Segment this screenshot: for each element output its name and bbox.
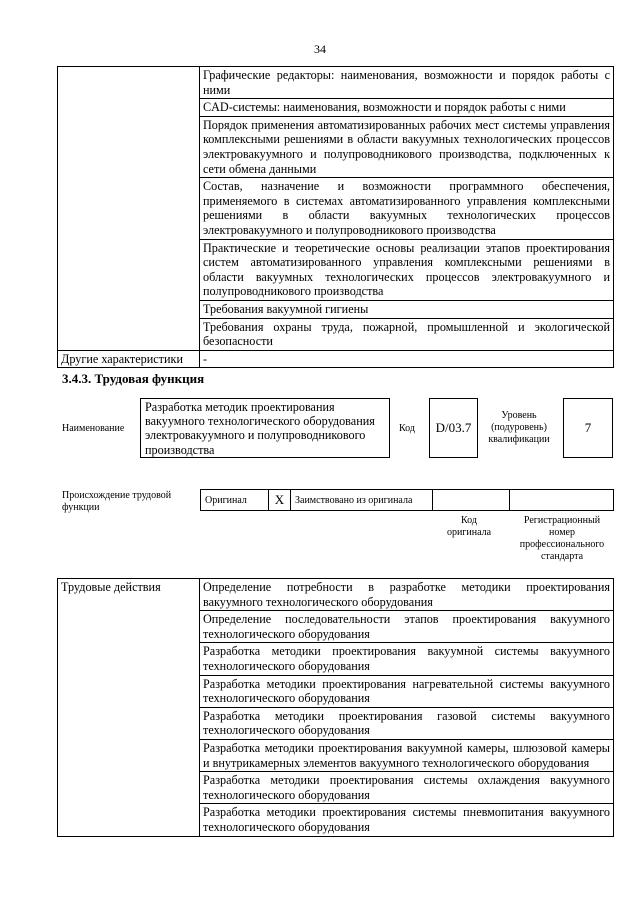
table-row <box>58 579 614 611</box>
labor-actions-label: Трудовые действия <box>58 579 200 837</box>
code-original-cell <box>433 490 510 511</box>
page-number: 34 <box>314 42 326 56</box>
level-label: Уровень (подуровень) квалификации <box>488 410 550 445</box>
code-label: Код <box>399 423 415 434</box>
labor-action-item: Разработка методики проектирования газовой системы вакуумного технологического оборудования <box>200 707 614 739</box>
table-row <box>58 67 614 99</box>
section-title: 3.4.3. Трудовая функция <box>62 371 205 386</box>
origin-table <box>200 489 614 511</box>
knowledge-item: Практические и теоретические основы реализации этапов проектирования систем автоматизированного управления комплексными решениями в области вакуумных технологических процессов электровакуумного и полупроводникового производства <box>200 239 614 300</box>
origin-label: Происхождение трудовой функции <box>62 490 172 513</box>
labor-actions-table <box>57 578 614 837</box>
borrowed-label: Заимствовано из оригинала <box>291 490 433 511</box>
labor-action-item: Разработка методики проектирования вакуумной системы вакуумного технологического оборудования <box>200 643 614 675</box>
code-value: D/03.7 <box>429 398 478 458</box>
labor-action-item: Разработка методики проектирования системы пневмопитания вакуумного технологического оборудования <box>200 804 614 836</box>
other-characteristics-label: Другие характеристики <box>58 350 200 368</box>
labor-action-item: Разработка методики проектирования системы охлаждения вакуумного технологического оборудования <box>200 772 614 804</box>
level-value: 7 <box>563 398 613 458</box>
knowledge-table <box>57 66 614 368</box>
knowledge-item: CAD-системы: наименования, возможности и порядок работы с ними <box>200 99 614 117</box>
function-name-value: Разработка методик проектирования вакуумного технологического оборудования электровакуумного и полупроводникового производства <box>140 398 390 458</box>
knowledge-item: Состав, назначение и возможности программного обеспечения, применяемого в системах автоматизированного управления комплексными решениями в области вакуумных технологических процессов электровакуумного и полупроводникового производства <box>200 178 614 239</box>
reg-number-cell <box>510 490 614 511</box>
knowledge-item: Требования охраны труда, пожарной, промышленной и экологической безопасности <box>200 318 614 350</box>
original-mark: X <box>269 490 291 511</box>
original-label: Оригинал <box>201 490 269 511</box>
code-original-label: Код оригинала <box>446 515 492 538</box>
name-label: Наименование <box>62 423 125 434</box>
other-characteristics-value: - <box>200 350 614 368</box>
labor-action-item: Определение последовательности этапов проектирования вакуумного технологического оборудования <box>200 611 614 643</box>
empty-label-cell <box>58 67 200 351</box>
reg-number-label: Регистрационный номер профессионального стандарта <box>519 515 605 562</box>
table-row <box>201 490 614 511</box>
labor-action-item: Разработка методики проектирования нагревательной системы вакуумного технологического оборудования <box>200 675 614 707</box>
knowledge-item: Требования вакуумной гигиены <box>200 300 614 318</box>
labor-action-item: Определение потребности в разработке методики проектирования вакуумного технологического оборудования <box>200 579 614 611</box>
knowledge-item: Порядок применения автоматизированных рабочих мест системы управления комплексными решениями в области вакуумных технологических процессов электровакуумного и полупроводникового производства, подключенных к сети обмена данными <box>200 116 614 177</box>
knowledge-item: Графические редакторы: наименования, возможности и порядок работы с ними <box>200 67 614 99</box>
labor-action-item: Разработка методики проектирования вакуумной камеры, шлюзовой камеры и внутрикамерных элементов вакуумного технологического оборудования <box>200 739 614 771</box>
table-row <box>58 350 614 368</box>
